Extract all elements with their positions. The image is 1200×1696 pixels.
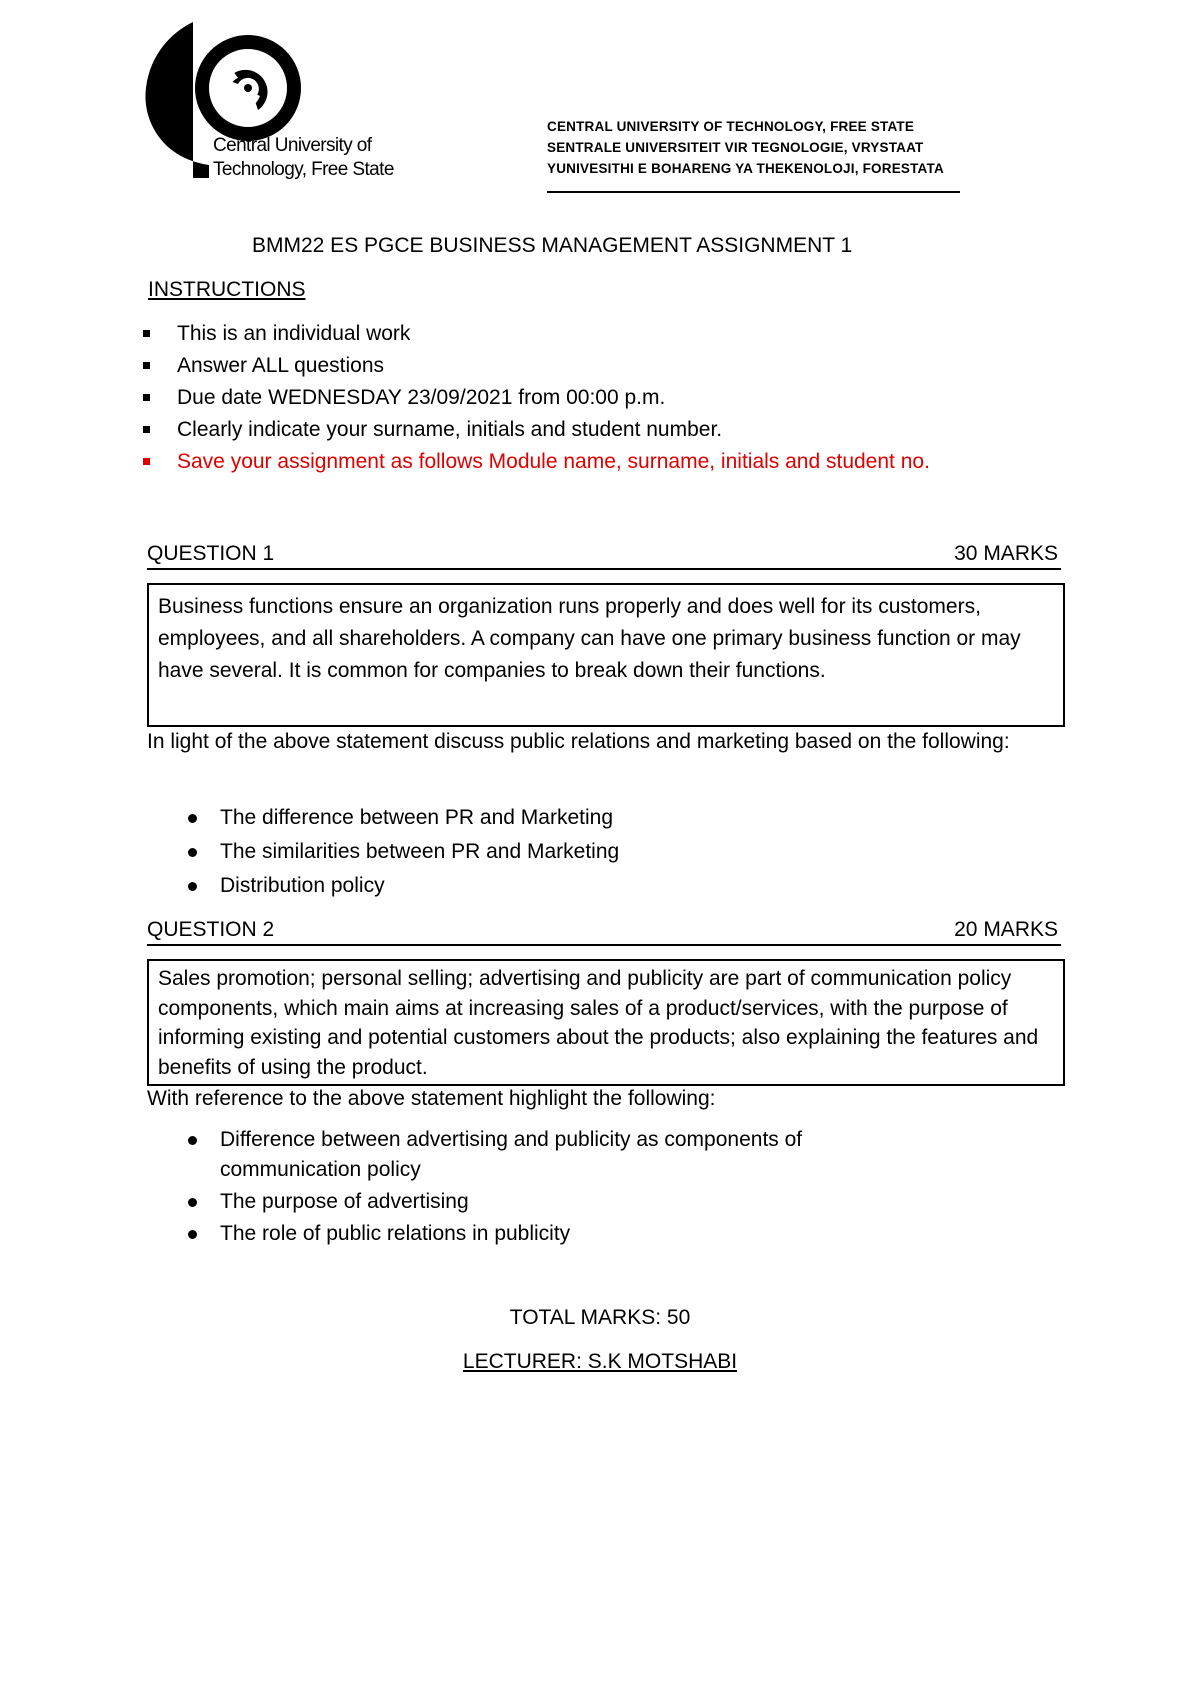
square-bullet-icon bbox=[143, 394, 150, 401]
total-marks: TOTAL MARKS: 50 bbox=[509, 1306, 691, 1329]
round-bullet-icon bbox=[188, 1230, 197, 1239]
list-item: Clearly indicate your surname, initials and student number. bbox=[140, 414, 930, 446]
instructions-list bbox=[140, 318, 930, 478]
list-item: The similarities between PR and Marketing bbox=[180, 837, 619, 871]
list-item: The difference between PR and Marketing bbox=[180, 803, 619, 837]
university-name-sesotho: YUNIVESITHI E BOHARENG YA THEKENOLOJI, FORESTATA bbox=[547, 161, 944, 176]
round-bullet-icon bbox=[188, 848, 197, 857]
university-name-english: CENTRAL UNIVERSITY OF TECHNOLOGY, FREE STATE bbox=[547, 119, 915, 134]
assignment-title: BMM22 ES PGCE BUSINESS MANAGEMENT ASSIGNMENT 1 bbox=[252, 234, 853, 257]
question-1-points bbox=[180, 803, 619, 905]
list-item: The purpose of advertising bbox=[180, 1187, 900, 1219]
question-1-header bbox=[147, 540, 1061, 570]
round-bullet-icon bbox=[188, 814, 197, 823]
question-2-marks: 20 MARKS bbox=[954, 918, 1058, 941]
question-1-label: QUESTION 1 bbox=[147, 542, 275, 565]
university-names bbox=[547, 116, 960, 179]
list-item: Answer ALL questions bbox=[140, 350, 930, 382]
list-item: The role of public relations in publicity bbox=[180, 1219, 900, 1251]
round-bullet-icon bbox=[188, 882, 197, 891]
header-divider bbox=[547, 191, 960, 193]
question-2-prompt: With reference to the above statement highlight the following: bbox=[147, 1087, 716, 1110]
question-2-header bbox=[147, 916, 1061, 946]
logo-wordmark: Central University of Technology, Free State bbox=[213, 135, 394, 180]
list-item: Due date WEDNESDAY 23/09/2021 from 00:00 p.m. bbox=[140, 382, 930, 414]
round-bullet-icon bbox=[188, 1136, 197, 1145]
question-2-label: QUESTION 2 bbox=[147, 918, 275, 941]
university-name-afrikaans: SENTRALE UNIVERSITEIT VIR TEGNOLOGIE, VRYSTAAT bbox=[547, 140, 924, 155]
instructions-heading: INSTRUCTIONS bbox=[148, 278, 306, 301]
square-bullet-icon bbox=[143, 458, 150, 465]
list-item: Difference between advertising and publicity as components of communication policy bbox=[180, 1125, 900, 1185]
question-1-prompt: In light of the above statement discuss public relations and marketing based on the following: bbox=[147, 730, 1010, 753]
square-bullet-icon bbox=[143, 362, 150, 369]
question-2-points bbox=[180, 1125, 900, 1251]
square-bullet-icon bbox=[143, 330, 150, 337]
question-2-statement-box: Sales promotion; personal selling; advertising and publicity are part of communication policy components, which main aims at increasing sales of a product/services, with the purpose of informing existing and potential customers about the products; also explaining the features and benefits of using the product. bbox=[147, 959, 1065, 1086]
lecturer-name: LECTURER: S.K MOTSHABI bbox=[462, 1350, 738, 1373]
round-bullet-icon bbox=[188, 1198, 197, 1207]
square-bullet-icon bbox=[143, 426, 150, 433]
list-item: This is an individual work bbox=[140, 318, 930, 350]
question-1-marks: 30 MARKS bbox=[954, 542, 1058, 565]
list-item-highlighted: Save your assignment as follows Module name, surname, initials and student no. bbox=[140, 446, 930, 478]
question-1-statement-box: Business functions ensure an organization runs properly and does well for its customers, employees, and all shareholders. A company can have one primary business function or may have several. It is common for companies to break down their functions. bbox=[147, 583, 1065, 727]
list-item: Distribution policy bbox=[180, 871, 619, 905]
